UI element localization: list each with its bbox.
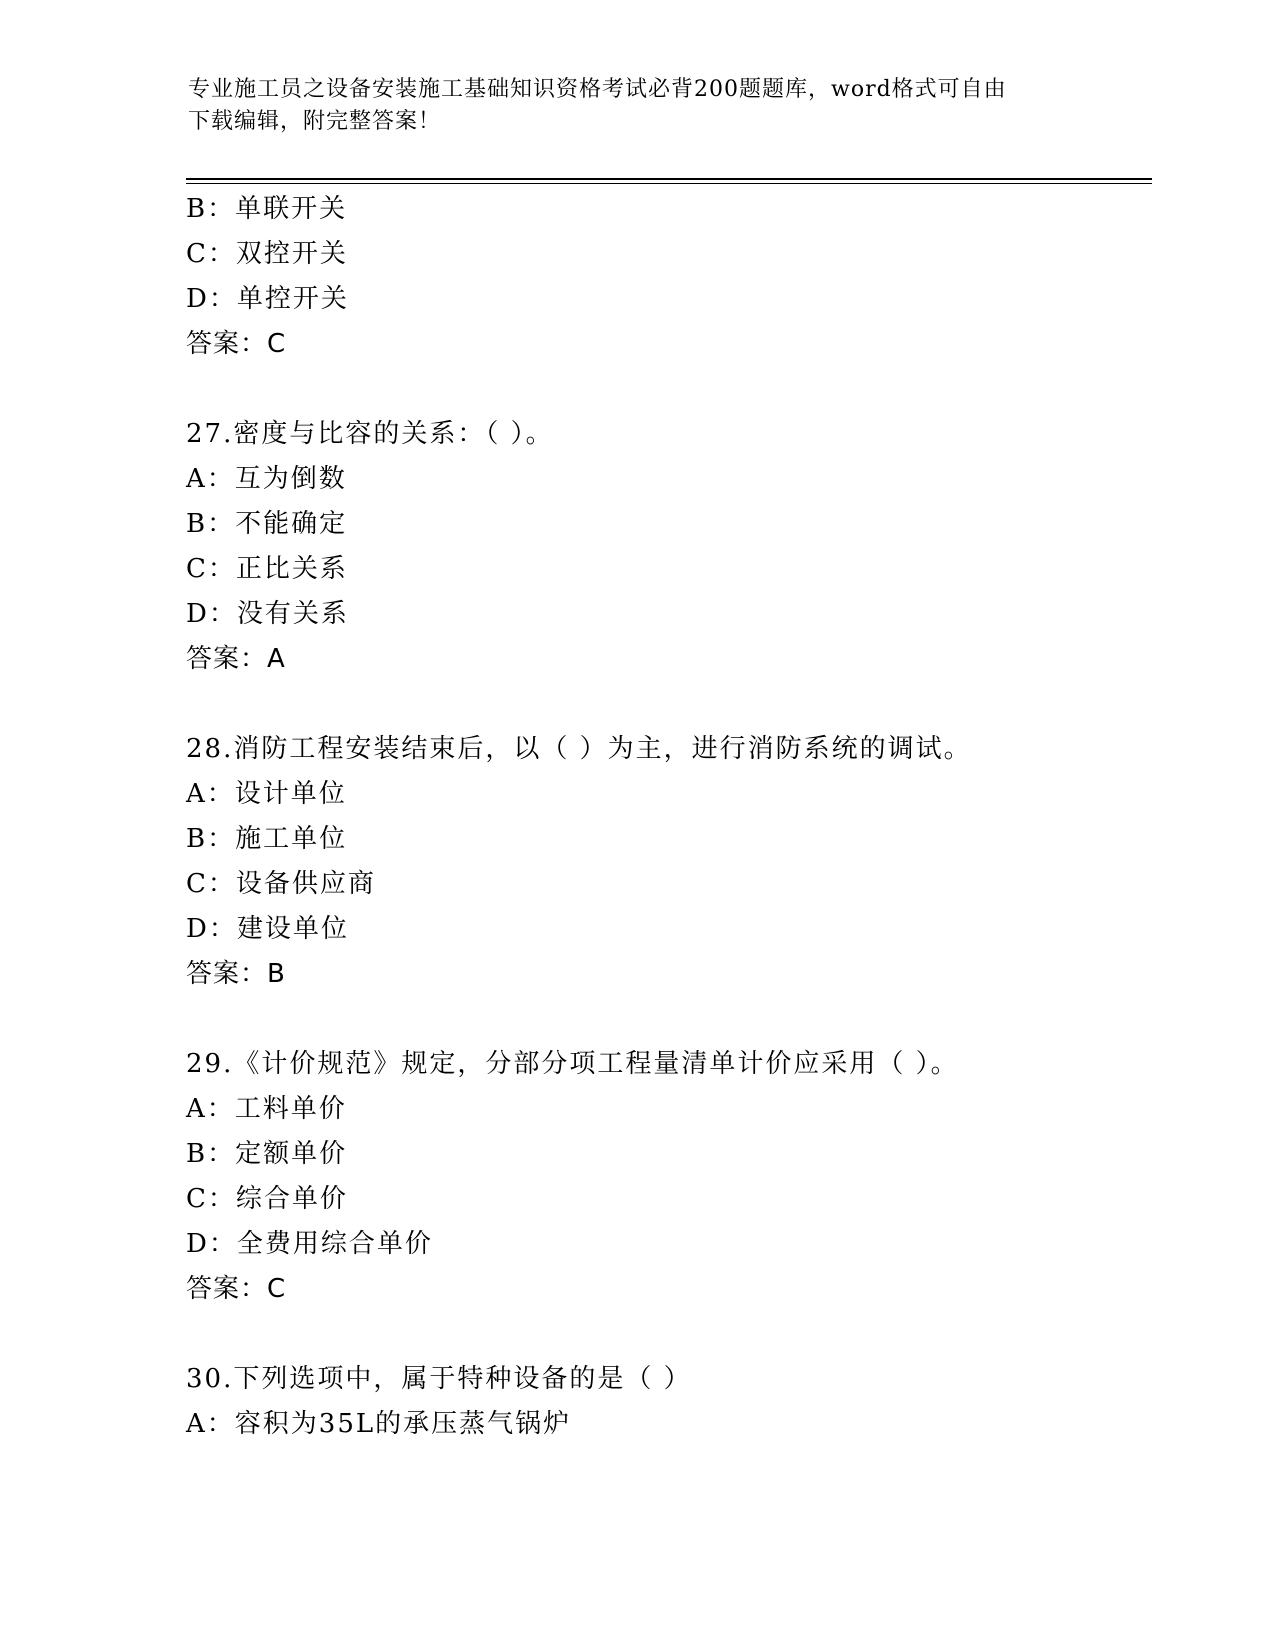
q28-stem: 28.消防工程安装结束后，以（ ）为主，进行消防系统的调试。 (186, 734, 972, 764)
q27-answer: 答案：A (186, 644, 286, 674)
q27-option-b: B：不能确定 (186, 509, 348, 539)
q27-stem: 27.密度与比容的关系：（ ）。 (186, 419, 554, 449)
q29-answer: 答案：C (186, 1274, 287, 1304)
q27-option-d: D：没有关系 (186, 599, 349, 629)
q28-option-c: C：设备供应商 (186, 869, 376, 899)
q30-option-a: A：容积为35L的承压蒸气锅炉 (186, 1409, 572, 1439)
q26-option-c: C：双控开关 (186, 239, 348, 269)
header-line-2: 下载编辑，附完整答案！ (188, 109, 442, 134)
q27-option-a: A：互为倒数 (186, 464, 347, 494)
q29-stem: 29.《计价规范》规定，分部分项工程量清单计价应采用（ ）。 (186, 1049, 959, 1079)
q28-answer: 答案：B (186, 959, 286, 989)
document-header (188, 74, 1068, 138)
q26-answer: 答案：C (186, 329, 287, 359)
q27-option-c: C：正比关系 (186, 554, 348, 584)
q26-option-b: B：单联开关 (186, 194, 348, 224)
q30-stem: 30.下列选项中，属于特种设备的是（ ） (186, 1364, 692, 1394)
q29-option-a: A：工料单价 (186, 1094, 347, 1124)
q28-option-a: A：设计单位 (186, 779, 347, 809)
q29-option-c: C：综合单价 (186, 1184, 348, 1214)
q28-option-b: B：施工单位 (186, 824, 348, 854)
header-line-1: 专业施工员之设备安装施工基础知识资格考试必背200题题库，word格式可自由 (188, 77, 1007, 102)
q28-option-d: D：建设单位 (186, 914, 349, 944)
q29-option-d: D：全费用综合单价 (186, 1229, 433, 1259)
q26-option-d: D：单控开关 (186, 284, 349, 314)
q29-option-b: B：定额单价 (186, 1139, 348, 1169)
header-divider-thick (186, 178, 1152, 180)
header-divider-thin (186, 183, 1152, 184)
